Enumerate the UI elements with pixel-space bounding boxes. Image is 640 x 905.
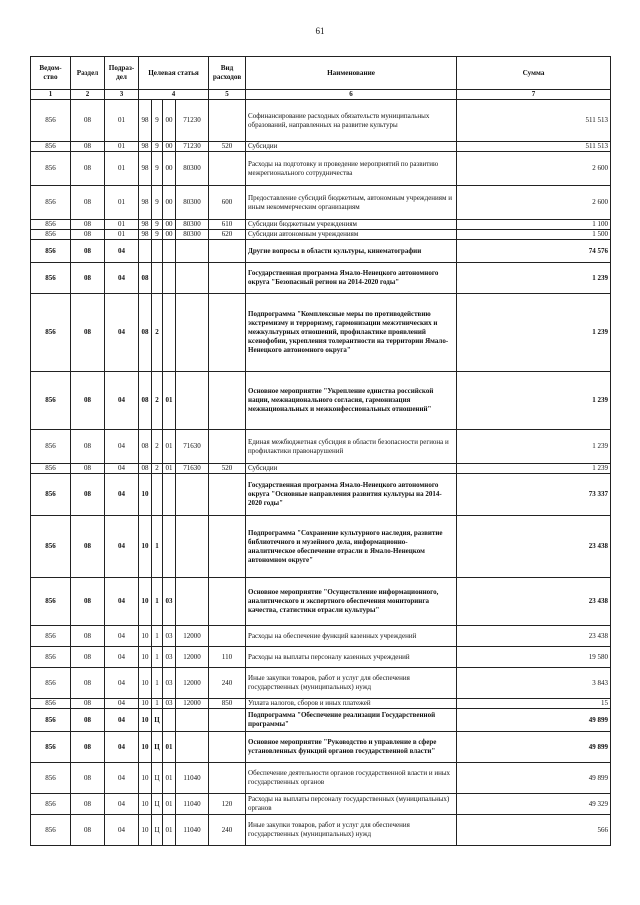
cell-naimenovanie: Расходы на обеспечение функций казенных учреждений <box>246 626 457 647</box>
table-row <box>31 464 611 474</box>
cell-direction: 80300 <box>176 152 209 186</box>
cell-summa: 49 899 <box>457 763 611 794</box>
cell-vedomstvo: 856 <box>31 732 71 763</box>
cell-vedomstvo: 856 <box>31 240 71 263</box>
cell-direction <box>176 709 209 732</box>
cell-measure: 00 <box>163 186 176 220</box>
col-num: 7 <box>457 90 611 100</box>
cell-summa: 49 899 <box>457 732 611 763</box>
cell-direction: 80300 <box>176 186 209 220</box>
cell-razdel: 08 <box>71 626 105 647</box>
cell-vid-rashodov <box>209 263 246 294</box>
cell-razdel: 08 <box>71 699 105 709</box>
cell-vid-rashodov <box>209 709 246 732</box>
cell-razdel: 08 <box>71 186 105 220</box>
cell-summa: 23 438 <box>457 626 611 647</box>
cell-naimenovanie: Субсидии бюджетным учреждениям <box>246 220 457 230</box>
cell-vedomstvo: 856 <box>31 372 71 430</box>
cell-summa: 1 239 <box>457 372 611 430</box>
cell-summa: 2 600 <box>457 152 611 186</box>
cell-program: 98 <box>139 100 152 142</box>
table-row <box>31 626 611 647</box>
cell-naimenovanie: Единая межбюджетная субсидия в области безопасности региона и профилактики правонарушений <box>246 430 457 464</box>
cell-vedomstvo: 856 <box>31 142 71 152</box>
table-row <box>31 699 611 709</box>
cell-podrazdel: 04 <box>105 430 139 464</box>
cell-measure: 00 <box>163 100 176 142</box>
cell-program: 10 <box>139 709 152 732</box>
cell-measure: 01 <box>163 464 176 474</box>
page-number: 61 <box>315 26 325 36</box>
cell-naimenovanie: Иные закупки товаров, работ и услуг для обеспечения государственных (муниципальных) нужд <box>246 668 457 699</box>
cell-razdel: 08 <box>71 794 105 815</box>
cell-podrazdel: 04 <box>105 294 139 372</box>
cell-direction <box>176 240 209 263</box>
cell-direction: 71630 <box>176 464 209 474</box>
cell-vedomstvo: 856 <box>31 464 71 474</box>
cell-program: 08 <box>139 294 152 372</box>
cell-subprogram: Ц <box>152 763 163 794</box>
table-row <box>31 430 611 464</box>
table-row <box>31 294 611 372</box>
cell-measure: 01 <box>163 732 176 763</box>
cell-podrazdel: 04 <box>105 815 139 846</box>
cell-measure: 01 <box>163 815 176 846</box>
cell-vid-rashodov: 240 <box>209 668 246 699</box>
cell-program: 10 <box>139 626 152 647</box>
cell-summa: 49 329 <box>457 794 611 815</box>
cell-summa: 1 100 <box>457 220 611 230</box>
cell-razdel: 08 <box>71 430 105 464</box>
cell-podrazdel: 04 <box>105 763 139 794</box>
cell-vid-rashodov: 600 <box>209 186 246 220</box>
cell-measure: 03 <box>163 578 176 626</box>
cell-measure <box>163 263 176 294</box>
cell-program: 10 <box>139 794 152 815</box>
cell-razdel: 08 <box>71 294 105 372</box>
cell-summa: 19 580 <box>457 647 611 668</box>
cell-vid-rashodov <box>209 578 246 626</box>
cell-direction: 11040 <box>176 794 209 815</box>
cell-program: 98 <box>139 230 152 240</box>
cell-measure: 01 <box>163 763 176 794</box>
cell-razdel: 08 <box>71 220 105 230</box>
cell-direction <box>176 294 209 372</box>
cell-subprogram: 9 <box>152 186 163 220</box>
cell-naimenovanie: Уплата налогов, сборов и иных платежей <box>246 699 457 709</box>
cell-podrazdel: 04 <box>105 240 139 263</box>
cell-vedomstvo: 856 <box>31 815 71 846</box>
header-vid-rashodov: Вид расходов <box>209 57 246 90</box>
cell-program: 10 <box>139 763 152 794</box>
cell-measure: 00 <box>163 230 176 240</box>
cell-subprogram: 1 <box>152 516 163 578</box>
table-row <box>31 763 611 794</box>
cell-summa: 511 513 <box>457 100 611 142</box>
cell-razdel: 08 <box>71 647 105 668</box>
cell-summa: 73 337 <box>457 474 611 516</box>
cell-naimenovanie: Субсидии <box>246 142 457 152</box>
cell-direction: 12000 <box>176 668 209 699</box>
cell-vid-rashodov <box>209 763 246 794</box>
cell-razdel: 08 <box>71 668 105 699</box>
cell-subprogram: Ц <box>152 732 163 763</box>
table-row <box>31 142 611 152</box>
cell-measure: 01 <box>163 794 176 815</box>
cell-program: 10 <box>139 699 152 709</box>
cell-measure: 01 <box>163 430 176 464</box>
cell-razdel: 08 <box>71 815 105 846</box>
cell-vedomstvo: 856 <box>31 516 71 578</box>
cell-vedomstvo: 856 <box>31 230 71 240</box>
cell-subprogram <box>152 240 163 263</box>
col-num: 4 <box>139 90 209 100</box>
column-numbers-row <box>31 90 611 100</box>
cell-podrazdel: 04 <box>105 474 139 516</box>
cell-razdel: 08 <box>71 230 105 240</box>
table-row <box>31 263 611 294</box>
cell-naimenovanie: Обеспечение деятельности органов государственной власти и иных государственных органов <box>246 763 457 794</box>
col-num: 5 <box>209 90 246 100</box>
header-podrazdel: Подраз-дел <box>105 57 139 90</box>
header-vedomstvo: Ведом-ство <box>31 57 71 90</box>
cell-direction <box>176 263 209 294</box>
cell-measure <box>163 709 176 732</box>
cell-summa: 23 438 <box>457 578 611 626</box>
cell-subprogram: 9 <box>152 152 163 186</box>
cell-measure <box>163 294 176 372</box>
cell-summa: 2 600 <box>457 186 611 220</box>
cell-podrazdel: 01 <box>105 220 139 230</box>
cell-vid-rashodov <box>209 474 246 516</box>
cell-podrazdel: 04 <box>105 647 139 668</box>
cell-program: 08 <box>139 464 152 474</box>
cell-subprogram: 2 <box>152 372 163 430</box>
table-row <box>31 709 611 732</box>
cell-razdel: 08 <box>71 516 105 578</box>
cell-direction <box>176 372 209 430</box>
cell-naimenovanie: Предоставление субсидий бюджетным, автономным учреждениям и иным некоммерческим организациям <box>246 186 457 220</box>
cell-vedomstvo: 856 <box>31 294 71 372</box>
header-row <box>31 57 611 90</box>
cell-naimenovanie: Подпрограмма "Обеспечение реализации Государственной программы" <box>246 709 457 732</box>
cell-measure <box>163 240 176 263</box>
table-row <box>31 794 611 815</box>
cell-subprogram <box>152 263 163 294</box>
cell-subprogram: 2 <box>152 464 163 474</box>
cell-direction <box>176 516 209 578</box>
cell-measure: 01 <box>163 372 176 430</box>
cell-razdel: 08 <box>71 763 105 794</box>
cell-summa: 1 500 <box>457 230 611 240</box>
cell-razdel: 08 <box>71 709 105 732</box>
cell-vid-rashodov: 110 <box>209 647 246 668</box>
cell-program: 98 <box>139 142 152 152</box>
cell-vid-rashodov: 850 <box>209 699 246 709</box>
cell-summa: 566 <box>457 815 611 846</box>
table-row <box>31 152 611 186</box>
cell-vedomstvo: 856 <box>31 647 71 668</box>
cell-subprogram: 1 <box>152 578 163 626</box>
cell-vid-rashodov <box>209 626 246 647</box>
cell-program: 98 <box>139 152 152 186</box>
col-num: 3 <box>105 90 139 100</box>
table-row <box>31 240 611 263</box>
table-row <box>31 186 611 220</box>
cell-vid-rashodov: 620 <box>209 230 246 240</box>
cell-program: 98 <box>139 186 152 220</box>
cell-program: 08 <box>139 372 152 430</box>
header-celevaya-statya: Целевая статья <box>139 57 209 90</box>
cell-summa: 49 899 <box>457 709 611 732</box>
cell-direction <box>176 578 209 626</box>
cell-vedomstvo: 856 <box>31 763 71 794</box>
cell-summa: 3 843 <box>457 668 611 699</box>
cell-podrazdel: 01 <box>105 142 139 152</box>
table-row <box>31 578 611 626</box>
cell-razdel: 08 <box>71 240 105 263</box>
cell-podrazdel: 01 <box>105 100 139 142</box>
cell-vid-rashodov <box>209 240 246 263</box>
cell-direction: 12000 <box>176 647 209 668</box>
cell-razdel: 08 <box>71 152 105 186</box>
cell-measure: 00 <box>163 142 176 152</box>
col-num: 1 <box>31 90 71 100</box>
cell-program: 10 <box>139 578 152 626</box>
cell-vid-rashodov <box>209 294 246 372</box>
cell-vid-rashodov: 120 <box>209 794 246 815</box>
cell-direction: 11040 <box>176 815 209 846</box>
cell-summa: 74 576 <box>457 240 611 263</box>
cell-program <box>139 240 152 263</box>
header-summa: Сумма <box>457 57 611 90</box>
cell-naimenovanie: Подпрограмма "Сохранение культурного наследия, развитие библиотечного и музейного дела, информационно-аналитическое обеспечение отрасли в Ямало-Ненецком автономном округе" <box>246 516 457 578</box>
cell-razdel: 08 <box>71 464 105 474</box>
cell-subprogram: 9 <box>152 220 163 230</box>
cell-razdel: 08 <box>71 263 105 294</box>
cell-program: 10 <box>139 474 152 516</box>
cell-naimenovanie: Основное мероприятие "Осуществление информационного, аналитического и экспертного обеспечения мониторинга качества, статистики отрасли культуры" <box>246 578 457 626</box>
cell-direction: 12000 <box>176 699 209 709</box>
cell-measure: 03 <box>163 668 176 699</box>
cell-vedomstvo: 856 <box>31 626 71 647</box>
cell-subprogram: Ц <box>152 709 163 732</box>
cell-direction: 80300 <box>176 230 209 240</box>
cell-vid-rashodov: 520 <box>209 464 246 474</box>
cell-naimenovanie: Основное мероприятие "Укрепление единства российской нации, межнационального согласия, гармонизация межнациональных и межконфессиональных отношений" <box>246 372 457 430</box>
cell-summa: 1 239 <box>457 464 611 474</box>
header-naimenovanie: Наименование <box>246 57 457 90</box>
cell-podrazdel: 04 <box>105 372 139 430</box>
cell-razdel: 08 <box>71 372 105 430</box>
cell-razdel: 08 <box>71 100 105 142</box>
cell-subprogram: Ц <box>152 815 163 846</box>
table-row <box>31 230 611 240</box>
cell-direction: 12000 <box>176 626 209 647</box>
table-row <box>31 732 611 763</box>
table-row <box>31 668 611 699</box>
cell-direction <box>176 732 209 763</box>
cell-vid-rashodov: 610 <box>209 220 246 230</box>
cell-summa: 511 513 <box>457 142 611 152</box>
cell-vid-rashodov: 240 <box>209 815 246 846</box>
cell-measure: 00 <box>163 152 176 186</box>
cell-measure <box>163 474 176 516</box>
cell-vid-rashodov <box>209 732 246 763</box>
cell-program: 10 <box>139 732 152 763</box>
cell-naimenovanie: Расходы на подготовку и проведение мероприятий по развитию межрегионального сотрудничества <box>246 152 457 186</box>
cell-subprogram: 2 <box>152 294 163 372</box>
cell-naimenovanie: Государственная программа Ямало-Ненецкого автономного округа "Безопасный регион на 2014-2020 годы" <box>246 263 457 294</box>
table-row <box>31 220 611 230</box>
cell-subprogram: 1 <box>152 626 163 647</box>
cell-vedomstvo: 856 <box>31 152 71 186</box>
cell-podrazdel: 04 <box>105 794 139 815</box>
cell-razdel: 08 <box>71 474 105 516</box>
cell-vedomstvo: 856 <box>31 578 71 626</box>
cell-subprogram <box>152 474 163 516</box>
table-row <box>31 647 611 668</box>
cell-vid-rashodov <box>209 372 246 430</box>
cell-podrazdel: 04 <box>105 699 139 709</box>
cell-program: 10 <box>139 647 152 668</box>
cell-summa: 15 <box>457 699 611 709</box>
cell-direction: 80300 <box>176 220 209 230</box>
table-row <box>31 100 611 142</box>
cell-vid-rashodov <box>209 516 246 578</box>
cell-vid-rashodov: 520 <box>209 142 246 152</box>
col-num: 2 <box>71 90 105 100</box>
cell-vedomstvo: 856 <box>31 100 71 142</box>
cell-direction: 71230 <box>176 142 209 152</box>
cell-program: 10 <box>139 815 152 846</box>
cell-podrazdel: 01 <box>105 186 139 220</box>
cell-subprogram: 9 <box>152 142 163 152</box>
cell-podrazdel: 04 <box>105 464 139 474</box>
cell-podrazdel: 04 <box>105 626 139 647</box>
budget-table <box>30 56 611 846</box>
cell-naimenovanie: Софинансирование расходных обязательств муниципальных образований, направленных на развитие культуры <box>246 100 457 142</box>
cell-naimenovanie: Подпрограмма "Комплексные меры по противодействию экстремизму и терроризму, гармонизации межэтнических и межкультурных отношений, профилактике проявлений ксенофобии, укрепления толерантности на территории Ямало-Ненецкого автономного округа" <box>246 294 457 372</box>
cell-vid-rashodov <box>209 152 246 186</box>
cell-measure: 03 <box>163 699 176 709</box>
cell-podrazdel: 04 <box>105 709 139 732</box>
cell-program: 10 <box>139 668 152 699</box>
cell-podrazdel: 04 <box>105 668 139 699</box>
cell-direction: 11040 <box>176 763 209 794</box>
cell-subprogram: 9 <box>152 100 163 142</box>
cell-measure: 03 <box>163 626 176 647</box>
cell-subprogram: Ц <box>152 794 163 815</box>
table-body <box>31 100 611 846</box>
cell-razdel: 08 <box>71 142 105 152</box>
cell-naimenovanie: Расходы на выплаты персоналу казенных учреждений <box>246 647 457 668</box>
cell-vid-rashodov <box>209 430 246 464</box>
cell-program: 08 <box>139 263 152 294</box>
cell-podrazdel: 01 <box>105 152 139 186</box>
cell-vedomstvo: 856 <box>31 186 71 220</box>
cell-vedomstvo: 856 <box>31 699 71 709</box>
cell-subprogram: 1 <box>152 699 163 709</box>
cell-subprogram: 1 <box>152 647 163 668</box>
cell-measure <box>163 516 176 578</box>
cell-summa: 1 239 <box>457 430 611 464</box>
cell-summa: 1 239 <box>457 294 611 372</box>
col-num: 6 <box>246 90 457 100</box>
cell-naimenovanie: Субсидии <box>246 464 457 474</box>
cell-subprogram: 1 <box>152 668 163 699</box>
cell-naimenovanie: Другие вопросы в области культуры, кинематографии <box>246 240 457 263</box>
cell-podrazdel: 04 <box>105 578 139 626</box>
table-row <box>31 474 611 516</box>
cell-direction <box>176 474 209 516</box>
cell-podrazdel: 04 <box>105 516 139 578</box>
cell-measure: 00 <box>163 220 176 230</box>
cell-program: 10 <box>139 516 152 578</box>
cell-podrazdel: 04 <box>105 732 139 763</box>
cell-subprogram: 9 <box>152 230 163 240</box>
table-row <box>31 372 611 430</box>
table-row <box>31 815 611 846</box>
cell-naimenovanie: Иные закупки товаров, работ и услуг для обеспечения государственных (муниципальных) нужд <box>246 815 457 846</box>
cell-naimenovanie: Основное мероприятие "Руководство и управление в сфере установленных функций органов государственной власти" <box>246 732 457 763</box>
cell-podrazdel: 01 <box>105 230 139 240</box>
cell-vedomstvo: 856 <box>31 794 71 815</box>
cell-direction: 71230 <box>176 100 209 142</box>
cell-naimenovanie: Расходы на выплаты персоналу государственных (муниципальных) органов <box>246 794 457 815</box>
cell-vedomstvo: 856 <box>31 263 71 294</box>
cell-razdel: 08 <box>71 732 105 763</box>
cell-vedomstvo: 856 <box>31 430 71 464</box>
cell-vid-rashodov <box>209 100 246 142</box>
cell-podrazdel: 04 <box>105 263 139 294</box>
cell-measure: 03 <box>163 647 176 668</box>
cell-summa: 23 438 <box>457 516 611 578</box>
cell-vedomstvo: 856 <box>31 220 71 230</box>
cell-vedomstvo: 856 <box>31 709 71 732</box>
cell-subprogram: 2 <box>152 430 163 464</box>
cell-vedomstvo: 856 <box>31 474 71 516</box>
cell-summa: 1 239 <box>457 263 611 294</box>
cell-naimenovanie: Субсидии автономным учреждениям <box>246 230 457 240</box>
cell-program: 08 <box>139 430 152 464</box>
header-razdel: Раздел <box>71 57 105 90</box>
cell-razdel: 08 <box>71 578 105 626</box>
cell-naimenovanie: Государственная программа Ямало-Ненецкого автономного округа "Основные направления развития культуры на 2014-2020 годы" <box>246 474 457 516</box>
cell-vedomstvo: 856 <box>31 668 71 699</box>
cell-direction: 71630 <box>176 430 209 464</box>
cell-program: 98 <box>139 220 152 230</box>
table-row <box>31 516 611 578</box>
